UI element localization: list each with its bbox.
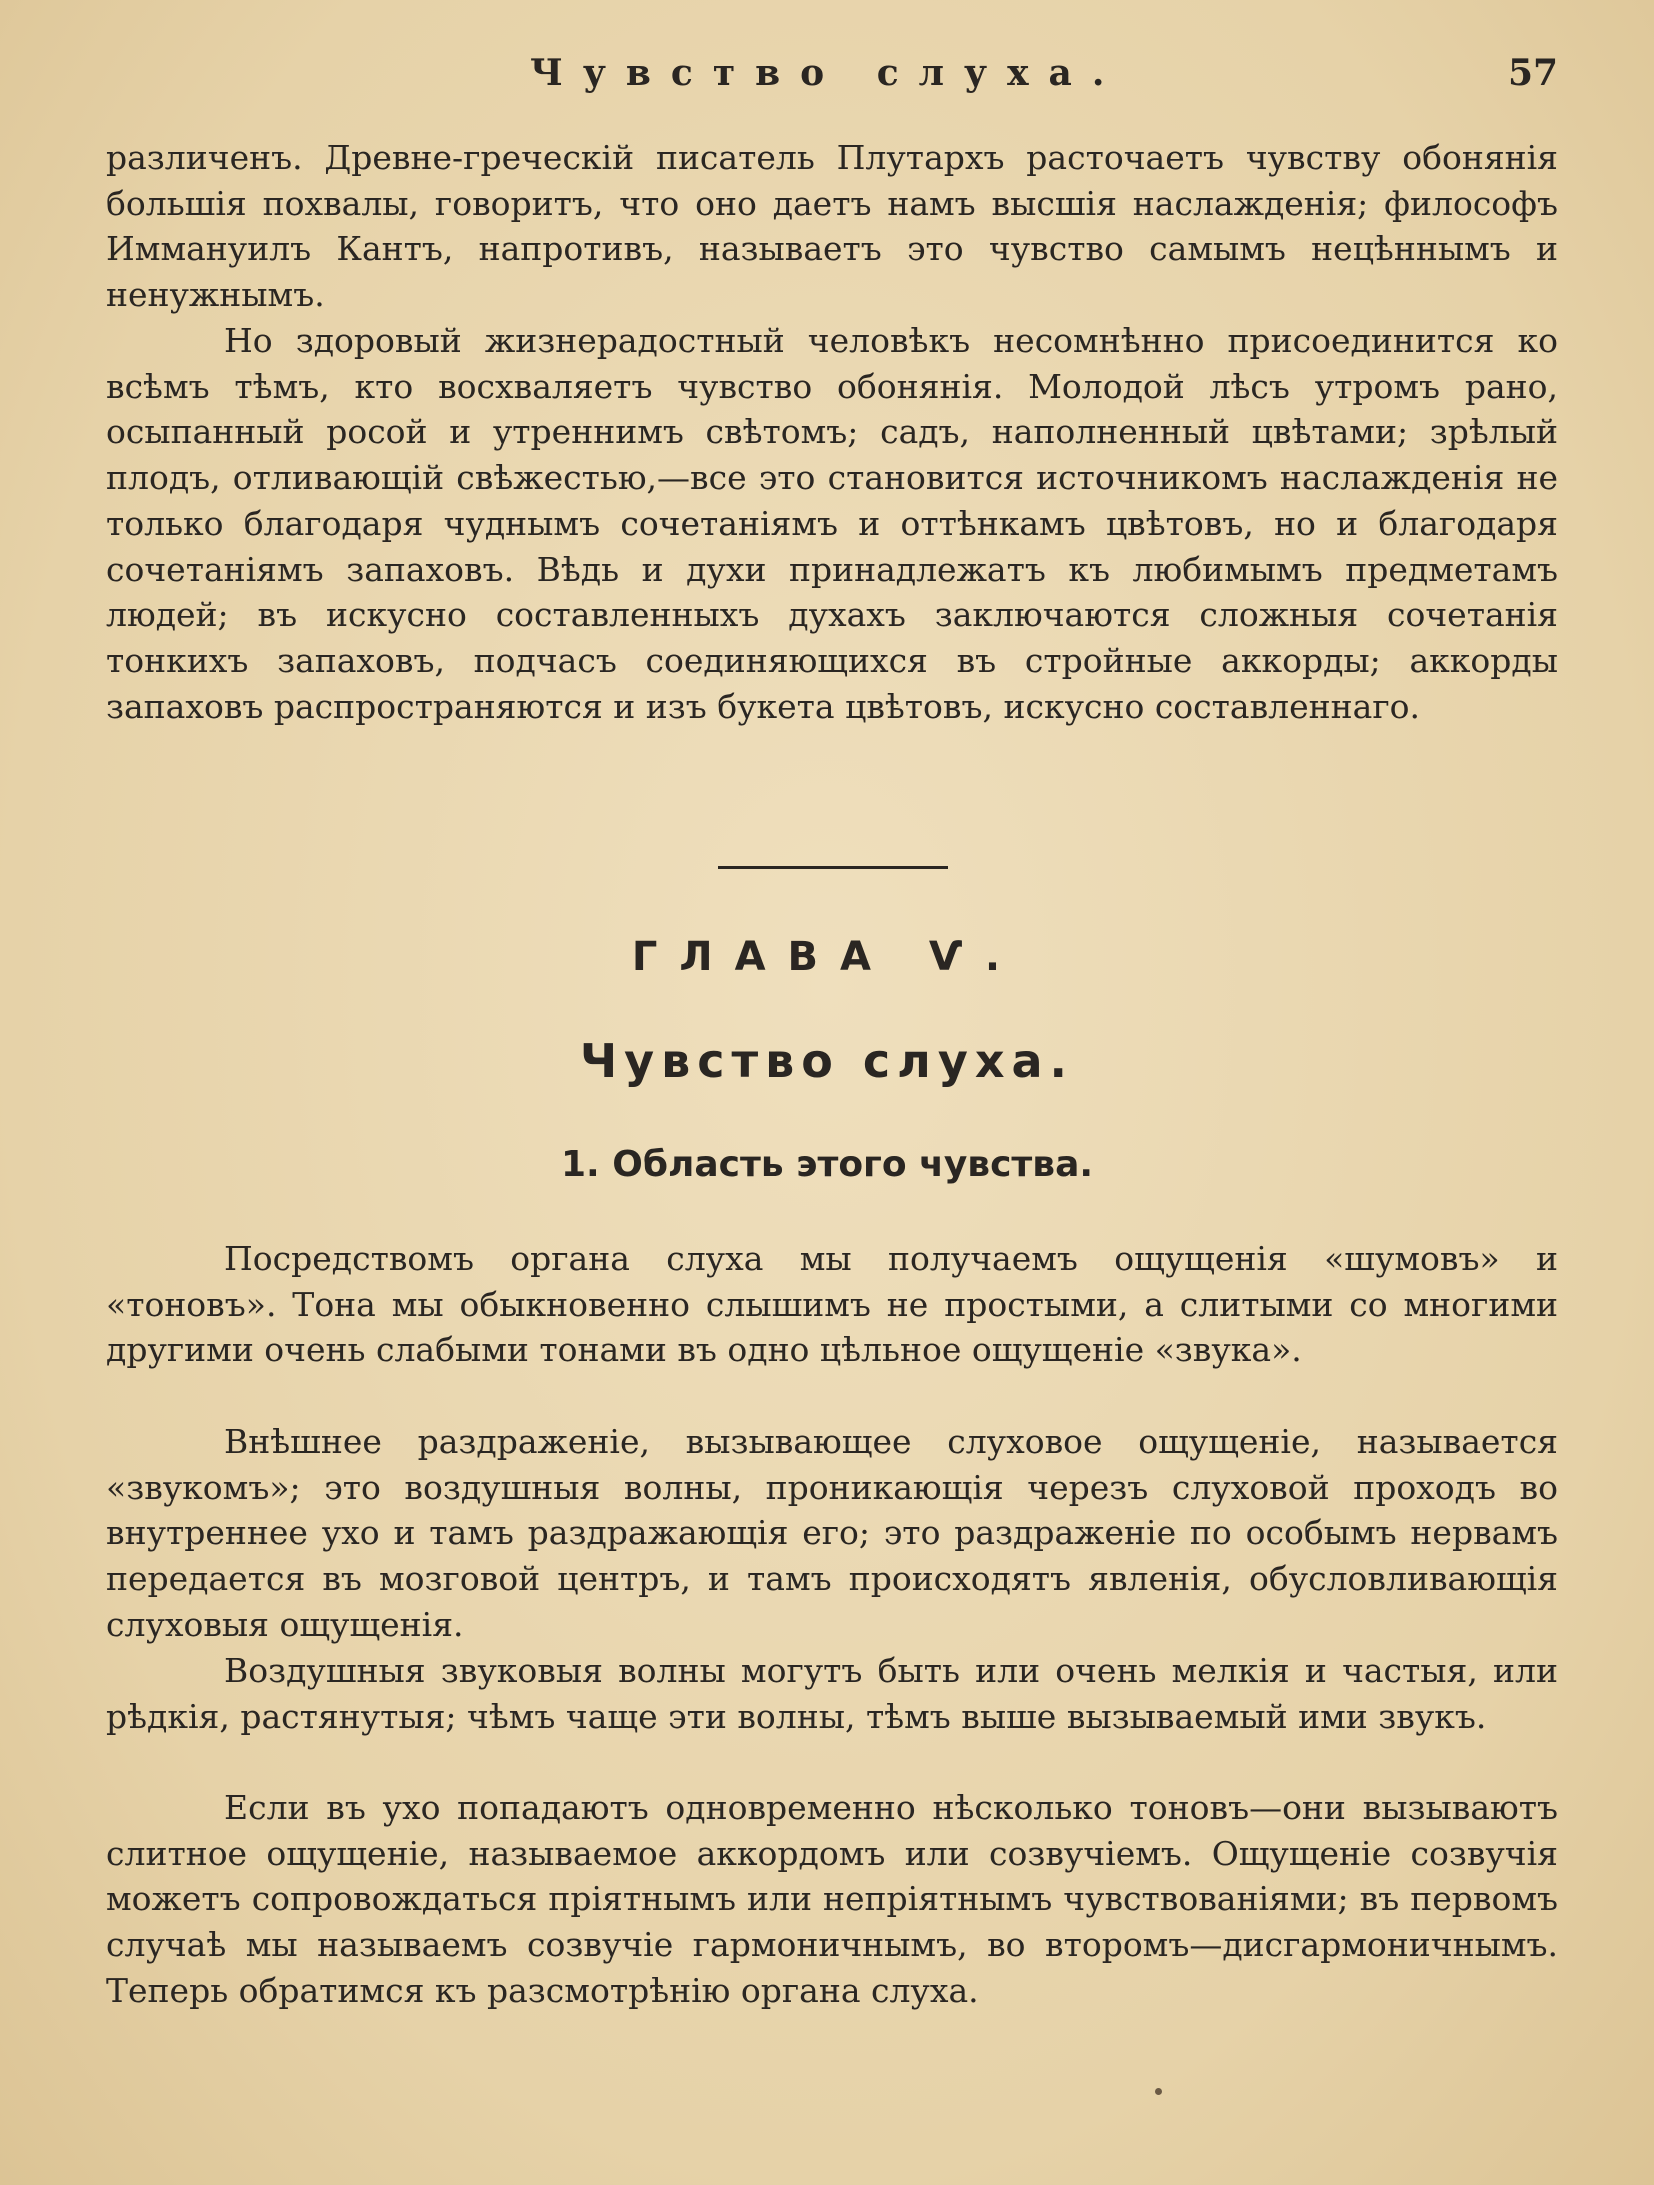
paragraph-5: Воздушныя звуковыя волны могутъ быть или очень мелкія и частыя, или рѣдкія, растянутыя; чѣмъ чаще эти волны, тѣмъ выше вызываемый ими звукъ.	[106, 1651, 1558, 1736]
chapter-number: ГЛАВА Ѵ.	[631, 934, 1023, 980]
paragraph-1: различенъ. Древне-греческій писатель Плутархъ расточаетъ чувству обонянія большія похвалы, говоритъ, что оно даетъ намъ высшія наслажденія; философъ Иммануилъ Кантъ, напротивъ, называетъ это чувство самымъ нецѣннымъ и ненужнымъ.	[106, 138, 1558, 315]
page-number: 57	[1508, 52, 1559, 94]
section-divider	[718, 866, 948, 869]
paragraph-4: Внѣшнее раздраженіе, вызывающее слуховое ощущеніе, называется «звукомъ»; это воздушныя волны, проникающія черезъ слуховой проходъ во внутреннее ухо и тамъ раздражающія его; это раздраженіе по особымъ нервамъ передается въ мозговой центръ, и тамъ происходятъ явленія, обусловливающія слуховыя ощущенія.	[106, 1422, 1558, 1644]
chapter-title: Чувство слуха.	[579, 1034, 1075, 1088]
running-title: Чувство слуха.	[530, 52, 1125, 94]
paragraph-2: Но здоровый жизнерадостный человѣкъ несомнѣнно присоединится ко всѣмъ тѣмъ, кто восхваляетъ чувство обонянія. Молодой лѣсъ утромъ рано, осыпанный росой и утреннимъ свѣтомъ; садъ, наполненный цвѣтами; зрѣлый плодъ, отливающій свѣжестью,—все это становится источникомъ наслажденія не только благодаря чуднымъ сочетаніямъ и оттѣнкамъ цвѣтовъ, но и благодаря сочетаніямъ запаховъ. Вѣдь и духи принадлежатъ къ любимымъ предметамъ людей; въ искусно составленныхъ духахъ заключаются сложныя сочетанія тонкихъ запаховъ, подчасъ соединяющихся въ стройные аккорды; аккорды запаховъ распространяются и изъ букета цвѣтовъ, искусно составленнаго.	[106, 321, 1558, 726]
section-title: 1. Область этого чувства.	[560, 1144, 1094, 1185]
paper-speck	[1155, 2088, 1162, 2095]
paragraph-3: Посредствомъ органа слуха мы получаемъ ощущенія «шумовъ» и «тоновъ». Тона мы обыкновенно слышимъ не простыми, а слитыми со многими другими очень слабыми тонами въ одно цѣльное ощущеніе «звука».	[106, 1239, 1558, 1370]
paragraph-6: Если въ ухо попадаютъ одновременно нѣсколько тоновъ—они вызываютъ слитное ощущеніе, называемое аккордомъ или созвучіемъ. Ощущеніе созвучія можетъ сопровождаться пріятнымъ или непріятнымъ чувствованіями; въ первомъ случаѣ мы называемъ созвучіе гармоничнымъ, во второмъ—дисгармоничнымъ. Теперь обратимся къ разсмотрѣнію органа слуха.	[106, 1788, 1558, 2010]
